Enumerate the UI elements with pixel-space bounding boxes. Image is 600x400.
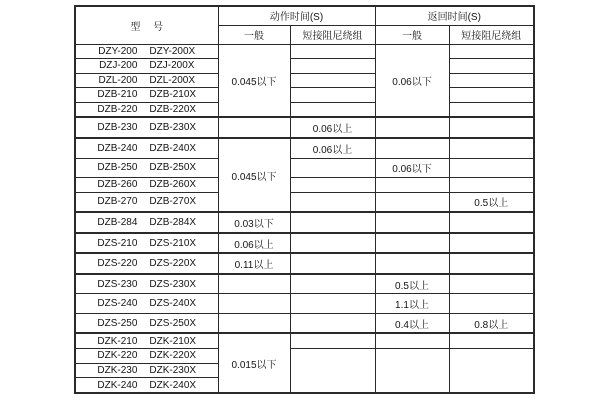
cell-action-general bbox=[218, 294, 290, 313]
table-row bbox=[75, 192, 534, 212]
model-name-x: DZB-230X bbox=[149, 122, 197, 134]
cell-action-damped bbox=[290, 313, 375, 333]
cell-return-general bbox=[375, 212, 449, 233]
cell-return-general bbox=[375, 349, 449, 393]
cell-return-damped bbox=[449, 138, 534, 158]
table-row bbox=[75, 88, 534, 103]
cell-action-damped: 0.06以上 bbox=[290, 138, 375, 158]
cell-return-general: 1.1以上 bbox=[375, 294, 449, 313]
table-row bbox=[75, 253, 534, 274]
table-row bbox=[75, 294, 534, 313]
cell-action-general: 0.015以下 bbox=[218, 333, 290, 393]
model-cell bbox=[75, 333, 218, 348]
table-row bbox=[75, 313, 534, 333]
model-name: DZJ-200 bbox=[99, 60, 138, 72]
model-name-x: DZK-230X bbox=[149, 364, 197, 376]
table-row bbox=[75, 274, 534, 294]
model-name: DZB-284 bbox=[97, 216, 138, 228]
model-name: DZB-240 bbox=[97, 142, 138, 154]
cell-return-damped bbox=[449, 59, 534, 74]
cell-action-damped bbox=[290, 253, 375, 274]
model-name-x: DZB-270X bbox=[149, 196, 197, 208]
cell-return-damped bbox=[449, 212, 534, 233]
cell-action-damped bbox=[290, 158, 375, 177]
model-name-x: DZL-200X bbox=[149, 74, 195, 86]
table-row bbox=[75, 102, 534, 117]
model-cell bbox=[75, 88, 218, 103]
cell-return-damped bbox=[449, 117, 534, 138]
table-row bbox=[75, 212, 534, 233]
model-name-x: DZB-284X bbox=[149, 216, 197, 228]
table-row bbox=[75, 233, 534, 254]
model-name-x: DZS-250X bbox=[149, 317, 197, 329]
model-name: DZS-220 bbox=[97, 258, 138, 270]
table-row bbox=[75, 158, 534, 177]
model-name: DZS-240 bbox=[97, 298, 138, 310]
model-name-x: DZS-240X bbox=[149, 298, 197, 310]
model-name-x: DZS-220X bbox=[149, 258, 197, 270]
model-name-x: DZJ-200X bbox=[149, 60, 195, 72]
model-cell bbox=[75, 158, 218, 177]
cell-return-damped bbox=[449, 274, 534, 294]
model-cell bbox=[75, 102, 218, 117]
cell-return-damped bbox=[449, 44, 534, 59]
cell-action-damped bbox=[290, 294, 375, 313]
cell-action-general bbox=[218, 313, 290, 333]
model-name: DZB-250 bbox=[97, 162, 138, 174]
cell-return-damped bbox=[449, 102, 534, 117]
cell-action-damped bbox=[290, 333, 375, 348]
model-name: DZB-230 bbox=[97, 122, 138, 134]
model-cell bbox=[75, 363, 218, 378]
cell-return-damped bbox=[449, 349, 534, 393]
col-header-model: 型 号 bbox=[75, 6, 218, 44]
model-name: DZS-250 bbox=[97, 317, 138, 329]
model-name: DZK-220 bbox=[97, 350, 138, 362]
cell-return-general: 0.06以下 bbox=[375, 158, 449, 177]
model-name-x: DZK-220X bbox=[149, 350, 197, 362]
cell-return-damped bbox=[449, 294, 534, 313]
cell-return-general: 0.4以上 bbox=[375, 313, 449, 333]
cell-return-general: 0.5以上 bbox=[375, 274, 449, 294]
cell-action-damped bbox=[290, 349, 375, 393]
cell-return-general bbox=[375, 233, 449, 254]
model-name: DZS-210 bbox=[97, 237, 138, 249]
cell-action-damped bbox=[290, 44, 375, 59]
cell-action-general: 0.045以下 bbox=[218, 138, 290, 212]
relay-spec-table bbox=[74, 5, 535, 394]
cell-return-damped bbox=[449, 333, 534, 348]
cell-return-damped: 0.8以上 bbox=[449, 313, 534, 333]
model-cell bbox=[75, 313, 218, 333]
cell-return-general: 0.06以下 bbox=[375, 44, 449, 117]
col-header-action-damped: 短接阻尼绕组 bbox=[290, 25, 375, 44]
table-row bbox=[75, 59, 534, 74]
table-row bbox=[75, 349, 534, 364]
cell-action-damped bbox=[290, 73, 375, 88]
cell-action-damped bbox=[290, 192, 375, 212]
cell-action-damped: 0.06以上 bbox=[290, 117, 375, 138]
col-header-return-general: 一般 bbox=[375, 25, 449, 44]
model-name: DZL-200 bbox=[98, 74, 138, 86]
model-cell bbox=[75, 274, 218, 294]
model-name-x: DZB-210X bbox=[149, 89, 197, 101]
cell-return-damped bbox=[449, 253, 534, 274]
cell-action-general bbox=[218, 117, 290, 138]
model-name: DZY-200 bbox=[98, 45, 138, 57]
cell-return-damped bbox=[449, 158, 534, 177]
model-cell bbox=[75, 117, 218, 138]
header-row-groups bbox=[75, 6, 534, 25]
model-name: DZK-210 bbox=[97, 335, 138, 347]
model-name-x: DZK-210X bbox=[149, 335, 197, 347]
cell-action-damped bbox=[290, 212, 375, 233]
cell-action-general: 0.06以上 bbox=[218, 233, 290, 254]
table-row bbox=[75, 117, 534, 138]
cell-return-general bbox=[375, 177, 449, 192]
model-name: DZB-220 bbox=[97, 104, 138, 116]
model-name: DZK-240 bbox=[97, 379, 138, 391]
model-name-x: DZB-250X bbox=[149, 162, 197, 174]
cell-return-damped bbox=[449, 88, 534, 103]
cell-return-damped bbox=[449, 233, 534, 254]
model-cell bbox=[75, 192, 218, 212]
model-cell bbox=[75, 59, 218, 74]
table-row bbox=[75, 333, 534, 348]
cell-return-general bbox=[375, 138, 449, 158]
table-row bbox=[75, 138, 534, 158]
model-name-x: DZK-240X bbox=[149, 379, 197, 391]
cell-action-damped bbox=[290, 274, 375, 294]
model-name: DZK-230 bbox=[97, 364, 138, 376]
model-cell bbox=[75, 73, 218, 88]
model-name: DZS-230 bbox=[97, 278, 138, 290]
model-name: DZB-270 bbox=[97, 196, 138, 208]
cell-return-general bbox=[375, 253, 449, 274]
col-header-return-time: 返回时间(S) bbox=[375, 6, 534, 25]
model-name-x: DZS-230X bbox=[149, 278, 197, 290]
model-cell bbox=[75, 212, 218, 233]
cell-return-damped bbox=[449, 177, 534, 192]
cell-action-general: 0.11以上 bbox=[218, 253, 290, 274]
cell-action-damped bbox=[290, 177, 375, 192]
model-cell bbox=[75, 138, 218, 158]
model-name-x: DZB-260X bbox=[149, 179, 197, 191]
cell-action-general: 0.045以下 bbox=[218, 44, 290, 117]
table-row bbox=[75, 44, 534, 59]
col-header-return-damped: 短接阻尼绕组 bbox=[449, 25, 534, 44]
model-name-x: DZY-200X bbox=[149, 45, 196, 57]
cell-return-general bbox=[375, 333, 449, 348]
model-cell bbox=[75, 44, 218, 59]
model-name-x: DZB-240X bbox=[149, 142, 197, 154]
cell-action-general: 0.03以下 bbox=[218, 212, 290, 233]
model-cell bbox=[75, 233, 218, 254]
col-header-action-general: 一般 bbox=[218, 25, 290, 44]
model-cell bbox=[75, 253, 218, 274]
cell-action-damped bbox=[290, 233, 375, 254]
cell-return-general bbox=[375, 117, 449, 138]
model-cell bbox=[75, 378, 218, 393]
col-header-action-time: 动作时间(S) bbox=[218, 6, 375, 25]
model-cell bbox=[75, 349, 218, 364]
cell-action-general bbox=[218, 274, 290, 294]
model-name-x: DZS-210X bbox=[149, 237, 197, 249]
model-name: DZB-260 bbox=[97, 179, 138, 191]
cell-return-damped: 0.5以上 bbox=[449, 192, 534, 212]
table-row bbox=[75, 73, 534, 88]
model-cell bbox=[75, 294, 218, 313]
cell-action-damped bbox=[290, 102, 375, 117]
cell-action-damped bbox=[290, 88, 375, 103]
cell-action-damped bbox=[290, 59, 375, 74]
model-cell bbox=[75, 177, 218, 192]
table-row bbox=[75, 177, 534, 192]
model-name: DZB-210 bbox=[97, 89, 138, 101]
model-name-x: DZB-220X bbox=[149, 104, 197, 116]
cell-return-damped bbox=[449, 73, 534, 88]
cell-return-general bbox=[375, 192, 449, 212]
